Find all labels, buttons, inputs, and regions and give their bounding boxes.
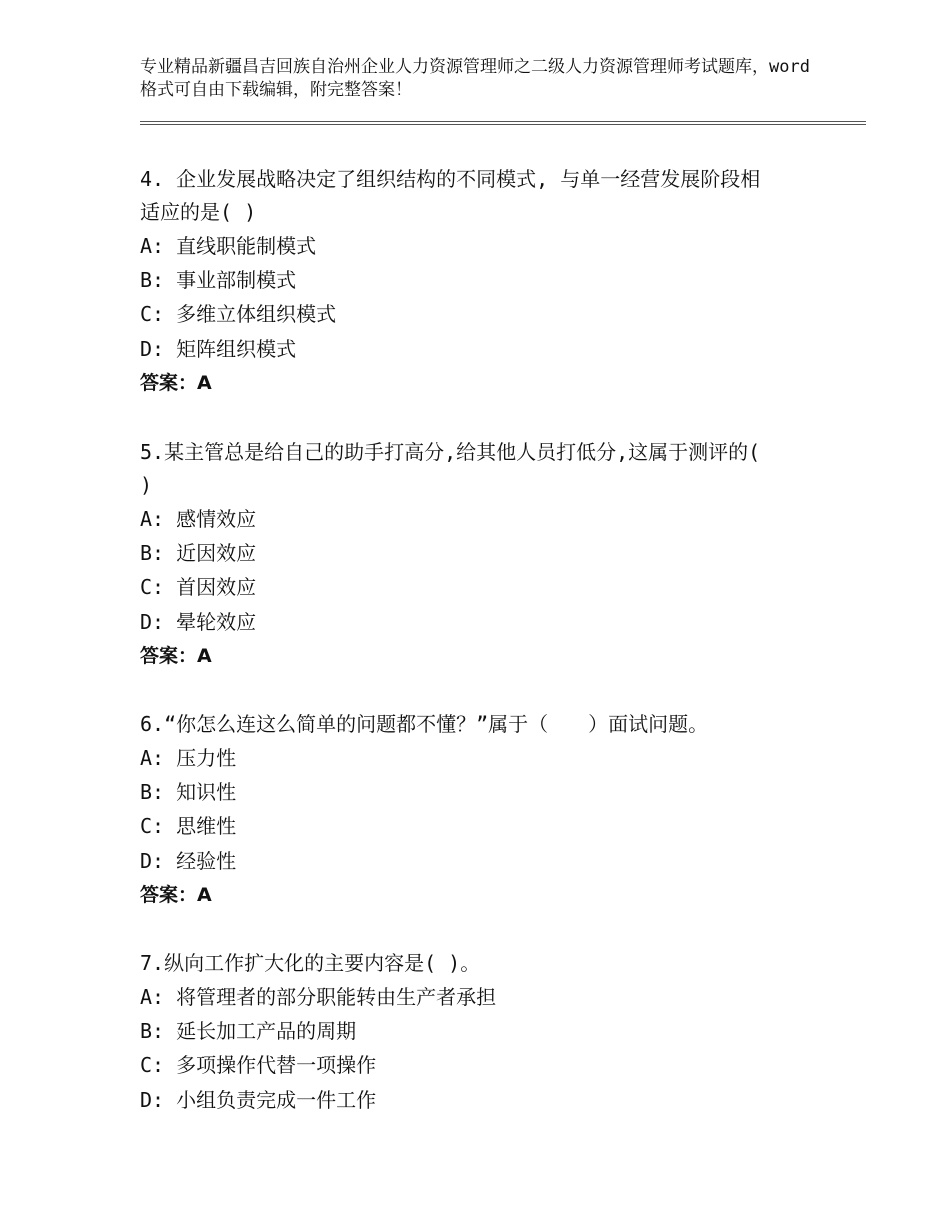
answer: 答案：A <box>140 884 212 906</box>
option-d: D: 矩阵组织模式 <box>140 337 297 361</box>
header-rule-bottom <box>140 124 866 125</box>
option-b: B: 知识性 <box>140 780 237 804</box>
answer: 答案：A <box>140 372 212 394</box>
question-stem: 4. 企业发展战略决定了组织结构的不同模式, 与单一经营发展阶段相 <box>140 167 761 191</box>
option-c: C: 思维性 <box>140 814 237 838</box>
question-stem: 适应的是( ) <box>140 200 257 224</box>
option-b: B: 事业部制模式 <box>140 268 297 292</box>
option-a: A: 将管理者的部分职能转由生产者承担 <box>140 985 497 1009</box>
option-a: A: 直线职能制模式 <box>140 234 317 258</box>
option-a: A: 压力性 <box>140 746 237 770</box>
question-stem: 5.某主管总是给自己的助手打高分,给其他人员打低分,这属于测评的( <box>140 440 761 464</box>
page-header: 专业精品新疆昌吉回族自治州企业人力资源管理师之二级人力资源管理师考试题库，word格式可自由下载编辑，附完整答案！ <box>140 57 810 100</box>
option-b: B: 近因效应 <box>140 541 257 565</box>
option-c: C: 多项操作代替一项操作 <box>140 1053 377 1077</box>
option-d: D: 小组负责完成一件工作 <box>140 1088 377 1112</box>
question-stem: 6.“你怎么连这么简单的问题都不懂？”属于（ ）面试问题。 <box>140 712 709 736</box>
option-d: D: 晕轮效应 <box>140 610 257 634</box>
header-rule-top <box>140 121 866 122</box>
option-d: D: 经验性 <box>140 849 237 873</box>
option-a: A: 感情效应 <box>140 507 257 531</box>
question-stem: 7.纵向工作扩大化的主要内容是( )。 <box>140 951 481 975</box>
option-b: B: 延长加工产品的周期 <box>140 1019 357 1043</box>
answer: 答案：A <box>140 645 212 667</box>
option-c: C: 多维立体组织模式 <box>140 302 337 326</box>
question-stem: ) <box>140 473 153 497</box>
option-c: C: 首因效应 <box>140 575 257 599</box>
